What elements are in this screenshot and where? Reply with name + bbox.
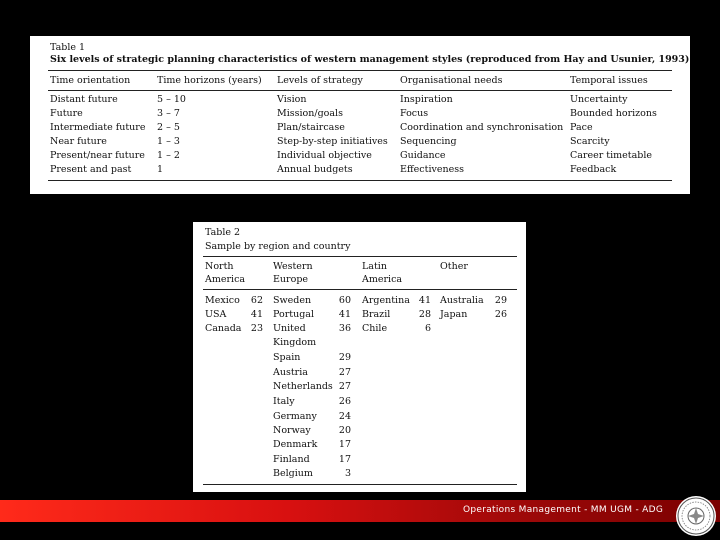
t2-country: Australia (440, 295, 484, 306)
t2-country: Belgium (273, 468, 313, 479)
t1-cell: 5 – 10 (157, 94, 186, 105)
table-1-header-rule (48, 90, 672, 91)
t2-count: 17 (338, 454, 351, 465)
t1-cell: Annual budgets (277, 164, 353, 175)
t1-cell: Focus (400, 108, 429, 119)
t2-header-western: Western (273, 261, 313, 272)
t2-country: Japan (440, 309, 468, 320)
t2-country: Mexico (205, 295, 240, 306)
t1-header-organisational-needs: Organisational needs (400, 75, 503, 86)
t2-count: 3 (344, 468, 351, 479)
t2-country: Portugal (273, 309, 314, 320)
table-2-title: Sample by region and country (205, 241, 351, 252)
table-1-top-rule (48, 70, 672, 71)
table-2-header-rule (203, 289, 517, 290)
t1-cell: 1 (157, 164, 164, 175)
t1-cell: Career timetable (570, 150, 652, 161)
t1-cell: 1 – 2 (157, 150, 180, 161)
t1-header-temporal-issues: Temporal issues (570, 75, 648, 86)
t2-header-latin-america: America (362, 274, 403, 285)
footer-text: Operations Management - MM UGM - ADG (463, 505, 664, 515)
t2-header-other: Other (440, 261, 468, 272)
t1-cell: Future (50, 108, 83, 119)
t2-count: 27 (338, 381, 351, 392)
t2-count: 17 (338, 439, 351, 450)
t2-header-europe: Europe (273, 274, 309, 285)
t2-count: 28 (418, 309, 431, 320)
t1-cell: Pace (570, 122, 593, 133)
t2-header-north: North (205, 261, 234, 272)
t2-country: Italy (273, 396, 295, 407)
t1-header-levels-of-strategy: Levels of strategy (277, 75, 363, 86)
t2-country: Sweden (273, 295, 312, 306)
t2-count: 26 (338, 396, 351, 407)
t2-country: Argentina (362, 295, 410, 306)
t2-count: 62 (250, 295, 263, 306)
t2-country: Finland (273, 454, 310, 465)
t2-country: Kingdom (273, 337, 317, 348)
t2-count: 23 (250, 323, 263, 334)
t1-cell: Coordination and synchronisation (400, 122, 564, 133)
t2-country: Chile (362, 323, 388, 334)
t2-country: Germany (273, 411, 317, 422)
t1-cell: 1 – 3 (157, 136, 180, 147)
table-2-bottom-rule (203, 484, 517, 485)
table-1-bottom-rule (48, 180, 672, 181)
t1-cell: Uncertainty (570, 94, 628, 105)
t2-count: 60 (338, 295, 351, 306)
t2-country: Spain (273, 352, 301, 363)
t1-header-time-horizons: Time horizons (years) (157, 75, 262, 86)
t2-count: 20 (338, 425, 351, 436)
t2-count: 6 (424, 323, 431, 334)
t1-cell: Step-by-step initiatives (277, 136, 388, 147)
t1-cell: Intermediate future (50, 122, 146, 133)
t1-cell: Present and past (50, 164, 132, 175)
t1-cell: Sequencing (400, 136, 457, 147)
t1-cell: 2 – 5 (157, 122, 180, 133)
t2-country: United (273, 323, 306, 334)
table-1-label: Table 1 (50, 42, 86, 53)
t1-cell: Feedback (570, 164, 617, 175)
t2-country: Brazil (362, 309, 391, 320)
t1-cell: Mission/goals (277, 108, 343, 119)
t2-country: USA (205, 309, 227, 320)
t2-count: 29 (338, 352, 351, 363)
t1-cell: Present/near future (50, 150, 145, 161)
t1-cell: Effectiveness (400, 164, 464, 175)
t1-cell: Guidance (400, 150, 446, 161)
table-1-title: Six levels of strategic planning characteristics of western management styles (reproduced from Hay and Usunier, 1993) (50, 54, 690, 65)
t2-country: Austria (273, 367, 308, 378)
table-2-label: Table 2 (205, 227, 241, 238)
table-1 (30, 36, 690, 194)
t2-count: 41 (250, 309, 263, 320)
t2-count: 26 (494, 309, 507, 320)
t1-cell: Vision (277, 94, 307, 105)
t2-count: 27 (338, 367, 351, 378)
t1-cell: Scarcity (570, 136, 610, 147)
t1-cell: Bounded horizons (570, 108, 657, 119)
t2-count: 36 (338, 323, 351, 334)
t1-cell: Near future (50, 136, 107, 147)
table-2 (193, 222, 526, 492)
t1-header-time-orientation: Time orientation (50, 75, 131, 86)
t1-cell: Plan/staircase (277, 122, 345, 133)
t2-count: 41 (338, 309, 351, 320)
table-2-top-rule (203, 256, 517, 257)
t2-count: 41 (418, 295, 431, 306)
t2-header-america: America (205, 274, 246, 285)
t1-cell: Distant future (50, 94, 118, 105)
university-seal-icon (676, 496, 716, 536)
t2-country: Netherlands (273, 381, 333, 392)
t2-count: 29 (494, 295, 507, 306)
t2-country: Norway (273, 425, 311, 436)
t2-header-latin: Latin (362, 261, 387, 272)
t1-cell: 3 – 7 (157, 108, 180, 119)
t1-cell: Inspiration (400, 94, 453, 105)
t2-country: Denmark (273, 439, 318, 450)
t1-cell: Individual objective (277, 150, 372, 161)
t2-count: 24 (338, 411, 351, 422)
t2-country: Canada (205, 323, 242, 334)
